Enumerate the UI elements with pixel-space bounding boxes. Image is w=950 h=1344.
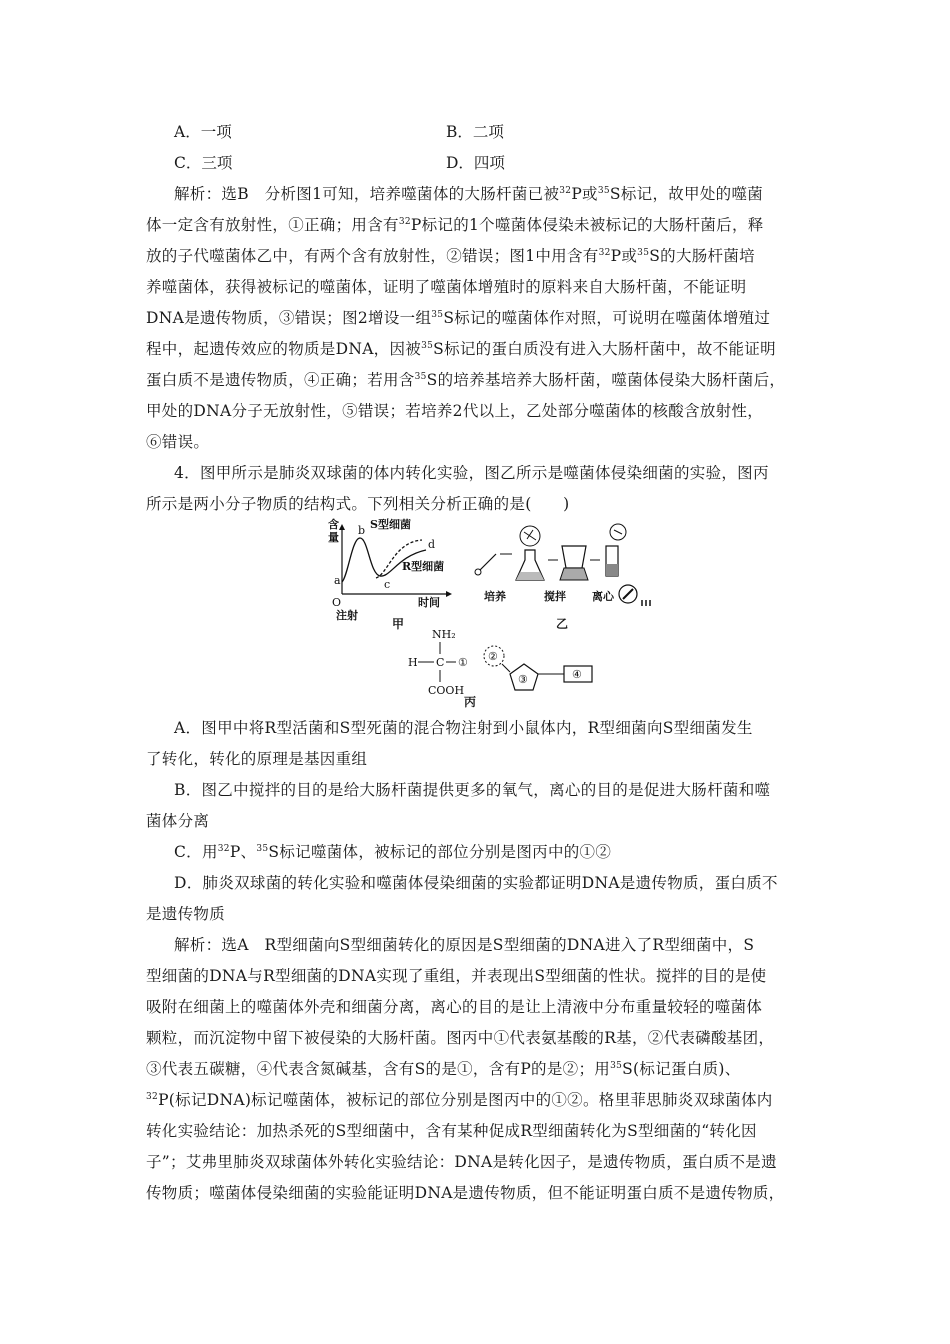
q4-analysis-line: 吸附在细菌上的噬菌体外壳和细菌分离，离心的目的是让上清液中分布重量较轻的噬菌体 [146,998,763,1016]
q4-analysis-line: 子”；艾弗里肺炎双球菌体外转化实验结论：DNA是转化因子，是遗传物质，蛋白质不是遗 [146,1153,777,1171]
q4-options-line: B．图乙中搅拌的目的是给大肠杆菌提供更多的氧气，离心的目的是促进大肠杆菌和噬 [174,781,771,799]
jia-s-label: S型细菌 [370,518,411,531]
bing-label-4: ④ [572,668,582,681]
q3-option-b: B．二项 [446,123,504,141]
q4-options-line: C．用$^{32}$P、$^{35}$S标记噬菌体，被标记的部位分别是图丙中的①② [174,843,612,861]
jia-caption: 甲 [392,617,405,631]
jia-r-label: R型细菌 [402,560,445,573]
jia-point-b: b [358,524,366,537]
q3-analysis-line: 体一定含有放射性，①正确；用含有$^{32}$P标记的1个噬菌体侵染未被标记的大肠杆菌后，释 [146,216,764,234]
q4-analysis-line: 转化实验结论：加热杀死的S型细菌中，含有某种促成R型细菌转化为S型细菌的“转化因 [146,1122,757,1140]
jia-y-label-1: 含 [328,518,339,531]
q4-stem-line: 4．图甲所示是肺炎双球菌的体内转化实验，图乙所示是噬菌体侵染细菌的实验，图丙 [174,464,769,482]
bing-nh2: NH₂ [432,628,456,641]
q3-analysis-line: 养噬菌体，获得被标记的噬菌体，证明了噬菌体增殖时的原料来自大肠杆菌，不能证明 [146,278,747,296]
jia-inject-label: 注射 [336,609,358,622]
q3-analysis-line: 解析：选B 分析图1可知，培养噬菌体的大肠杆菌已被$^{32}$P或$^{35}$S标记，故甲处的噬菌 [174,185,764,203]
q4-options-line: D．肺炎双球菌的转化实验和噬菌体侵染细菌的实验都证明DNA是遗传物质，蛋白质不 [174,874,778,892]
jia-x-label: 时间 [418,596,440,609]
q3-option-c: C．三项 [174,154,233,172]
q3-analysis-line: 蛋白质不是遗传物质，④正确；若用含$^{35}$S的培养基培养大肠杆菌，噬菌体侵染大肠杆菌后， [146,371,786,389]
q4-analysis-line: $^{32}$P(标记DNA)标记噬菌体，被标记的部位分别是图丙中的①②。格里菲思肺炎双球菌体内 [146,1091,773,1109]
bing-r-group: ① [458,656,468,669]
bing-cooh: COOH [428,684,465,697]
q4-analysis-line: 传物质；噬菌体侵染细菌的实验能证明DNA是遗传物质，但不能证明蛋白质不是遗传物质， [146,1184,785,1202]
jia-point-d: d [428,538,436,551]
q4-analysis-line: ③代表五碳糖，④代表含氮碱基，含有S的是①，含有P的是②；用$^{35}$S(标记蛋白质)、 [146,1060,741,1078]
jia-y-label-2: 量 [328,531,339,544]
q4-analysis-line: 颗粒，而沉淀物中留下被侵染的大肠杆菌。图丙中①代表氨基酸的R基，②代表磷酸基团， [146,1029,775,1047]
bing-label-2: ② [488,650,498,663]
yi-caption: 乙 [556,617,569,631]
q3-analysis-line: ⑥错误。 [146,433,210,451]
q3-analysis-line: 甲处的DNA分子无放射性，⑤错误；若培养2代以上，乙处部分噬菌体的核酸含放射性， [146,402,764,420]
figure-yi-experiment [470,520,660,620]
figure-bing-structures [400,626,610,706]
q3-option-d: D．四项 [446,154,505,172]
yi-step-culture: 培养 [484,590,506,603]
q3-option-a: A．一项 [174,123,232,141]
q3-analysis-line: DNA是遗传物质，③错误；图2增设一组$^{35}$S标记的噬菌体作对照，可说明在噬菌体增殖过 [146,309,771,327]
bing-c: C [436,656,445,669]
q4-analysis-line: 型细菌的DNA与R型细菌的DNA实现了重组，并表现出S型细菌的性状。搅拌的目的是使 [146,967,767,985]
jia-point-a: a [334,574,341,587]
q4-options-line: A．图甲中将R型活菌和S型死菌的混合物注射到小鼠体内，R型细菌向S型细菌发生 [174,719,753,737]
q4-options-line: 菌体分离 [146,812,210,830]
q4-options-line: 是遗传物质 [146,905,226,923]
q3-analysis-line: 程中，起遗传效应的物质是DNA，因被$^{35}$S标记的蛋白质没有进入大肠杆菌中，故不能证明 [146,340,776,358]
q3-analysis-line: 放的子代噬菌体乙中，有两个含有放射性，②错误；图1中用含有$^{32}$P或$^{35}$S的大肠杆菌培 [146,247,755,265]
bing-h: H [408,656,418,669]
q4-analysis-line: 解析：选A R型细菌向S型细菌转化的原因是S型细菌的DNA进入了R型细菌中，S [174,936,755,954]
jia-point-c: c [384,578,391,591]
yi-step-centrifuge: 离心 [592,590,614,603]
bing-caption: 丙 [464,695,477,709]
q4-stem-line: 所示是两小分子物质的结构式。下列相关分析正确的是( ) [146,495,570,513]
figure-jia-graph [318,516,458,626]
jia-origin: O [332,596,342,609]
yi-step-stir: 搅拌 [544,590,566,603]
bing-label-3: ③ [518,673,528,686]
q4-options-line: 了转化，转化的原理是基因重组 [146,750,368,768]
